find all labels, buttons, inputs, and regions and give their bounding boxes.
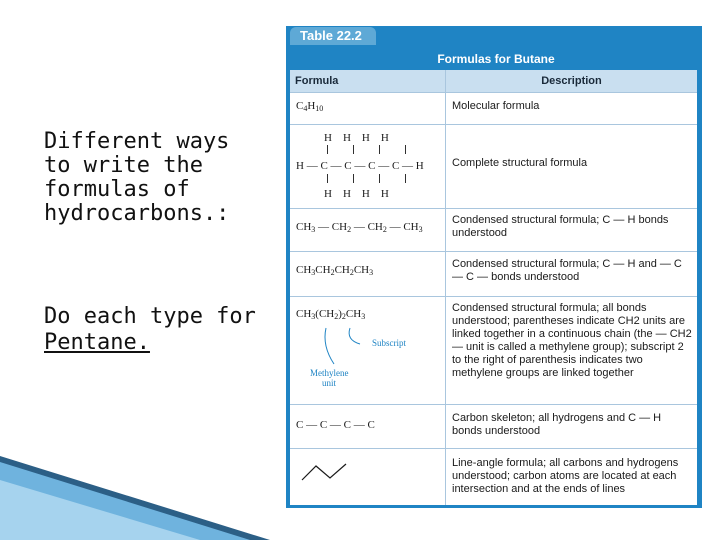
row-divider — [290, 92, 697, 93]
methylene-label-2: unit — [322, 378, 337, 388]
row-divider — [290, 251, 697, 252]
subscript-label: Subscript — [372, 338, 407, 348]
description-condensed-2: Condensed structural formula; C — H and — C — C — bonds understood — [452, 258, 682, 283]
row-divider — [290, 208, 697, 209]
methylene-arrow — [325, 328, 334, 364]
column-divider — [445, 70, 446, 505]
description-carbon-skeleton: Carbon skeleton; all hydrogens and C — H bonds understood — [452, 412, 662, 437]
formula-annotations — [290, 316, 445, 396]
subscript-arrow — [349, 328, 360, 344]
task-target-link: Pentane. — [44, 330, 150, 355]
table-title: Formulas for Butane — [437, 52, 555, 66]
formula-complete-structural — [290, 126, 445, 206]
description-molecular: Molecular formula — [452, 100, 540, 112]
row-divider — [290, 296, 697, 297]
table-number-tab: Table 22.2 — [290, 27, 376, 45]
methylene-label: Methylene — [310, 368, 349, 378]
formula-condensed-1: $CH_3$ — $CH_2$ — $CH_2$ — $CH_3$ — [296, 221, 423, 234]
description-line-angle: Line-angle formula; all carbons and hydrogens understood; carbon atoms are located at each intersection and at the ends of lines — [452, 457, 679, 495]
struct-main-chain: H — C — C — C — C — H — [296, 160, 424, 172]
formula-condensed-3: $CH_3(CH_2)_2CH_3$ — [296, 308, 366, 321]
formula-carbon-skeleton: C — C — C — C — [296, 419, 375, 431]
formula-line-angle — [300, 462, 350, 482]
decorative-sweep — [0, 440, 300, 540]
row-divider — [290, 404, 697, 405]
header-description: Description — [446, 70, 697, 92]
formula-molecular: $C_4H_{10}$ — [296, 100, 324, 113]
description-condensed-1: Condensed structural formula; C — H bonds understood — [452, 214, 669, 239]
description-condensed-3: Condensed structural formula; all bonds understood; parentheses indicate CH2 units are linked together in a continuous chain (the — CH2 — unit is called a methylene group); subscript 2 to the right of parenthesis indicates two methylene groups are linked together — [452, 302, 692, 379]
task-text: Do each type for — [44, 304, 256, 329]
intro-text: Different ways to write the formulas of hydrocarbons.: — [44, 129, 230, 226]
struct-h-bottom: H H H H — [324, 188, 389, 200]
row-divider — [290, 448, 697, 449]
description-complete-structural: Complete structural formula — [452, 157, 588, 169]
struct-h-top: H H H H — [324, 132, 389, 144]
formula-table — [290, 70, 697, 505]
formula-condensed-2: $CH_3CH_2CH_2CH_3$ — [296, 264, 374, 277]
row-divider — [290, 124, 697, 125]
header-formula: Formula — [290, 70, 445, 92]
